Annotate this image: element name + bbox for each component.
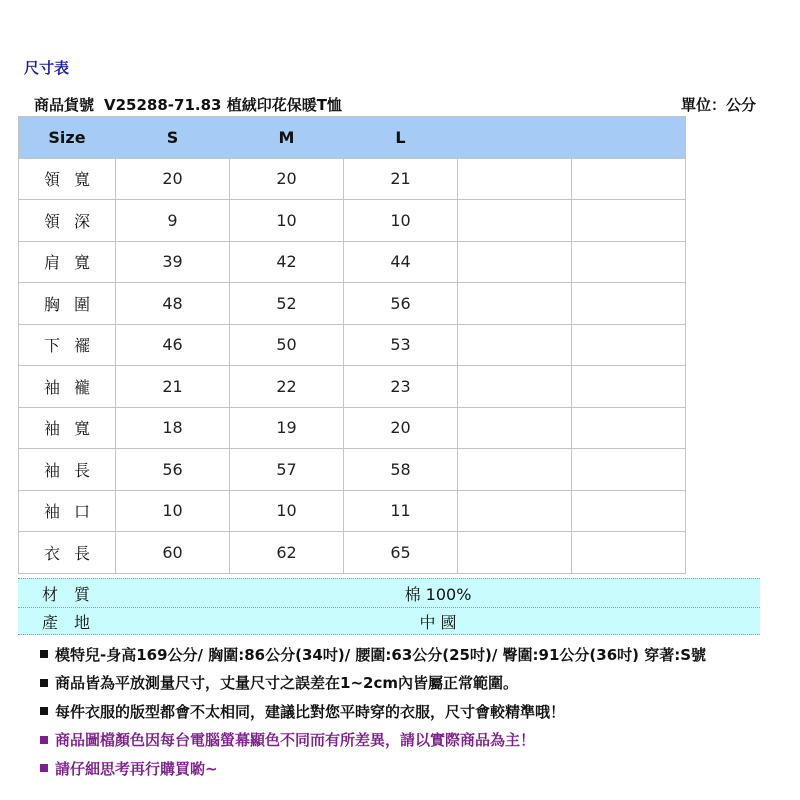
header-cell-m: M	[230, 117, 344, 159]
note-item	[40, 669, 780, 698]
square-bullet-icon	[40, 736, 48, 744]
table-cell	[572, 407, 686, 449]
row-label: 袖寬	[19, 407, 116, 449]
table-cell	[458, 241, 572, 283]
table-cell: 9	[116, 200, 230, 242]
table-cell: 20	[116, 158, 230, 200]
table-cell	[458, 449, 572, 491]
table-cell: 21	[116, 366, 230, 408]
table-cell: 62	[230, 532, 344, 574]
table-cell: 65	[344, 532, 458, 574]
table-cell: 56	[116, 449, 230, 491]
row-label: 袖長	[19, 449, 116, 491]
table-cell: 56	[344, 283, 458, 325]
table-cell	[572, 366, 686, 408]
table-row	[19, 449, 686, 491]
table-cell: 42	[230, 241, 344, 283]
table-cell	[458, 366, 572, 408]
product-info	[34, 94, 342, 115]
note-item	[40, 697, 780, 726]
table-cell	[572, 158, 686, 200]
note-text: 商品皆為平放測量尺寸，丈量尺寸之誤差在1~2cm內皆屬正常範圍。	[55, 674, 518, 693]
material-label: 材質	[42, 584, 107, 604]
table-cell: 23	[344, 366, 458, 408]
table-cell: 48	[116, 283, 230, 325]
square-bullet-icon	[40, 764, 48, 772]
table-cell: 39	[116, 241, 230, 283]
table-cell: 11	[344, 490, 458, 532]
row-label: 領寬	[19, 158, 116, 200]
table-cell: 53	[344, 324, 458, 366]
row-label: 肩寬	[19, 241, 116, 283]
table-cell	[572, 283, 686, 325]
square-bullet-icon	[40, 650, 48, 658]
note-text: 商品圖檔顏色因每台電腦螢幕顯色不同而有所差異，請以實際商品為主！	[55, 731, 536, 750]
table-cell: 44	[344, 241, 458, 283]
header-cell-empty	[572, 117, 686, 159]
table-row	[19, 283, 686, 325]
table-cell: 21	[344, 158, 458, 200]
origin-value: 中 國	[419, 613, 457, 632]
table-row	[19, 532, 686, 574]
material-row	[18, 579, 760, 607]
table-row	[19, 324, 686, 366]
origin-label: 產地	[42, 613, 107, 632]
size-table	[18, 116, 686, 574]
table-cell: 22	[230, 366, 344, 408]
note-item	[40, 726, 780, 755]
table-cell: 58	[344, 449, 458, 491]
table-cell: 18	[116, 407, 230, 449]
note-item	[40, 640, 780, 669]
table-header-row	[19, 117, 686, 159]
row-label: 下襬	[19, 324, 116, 366]
material-value: 棉 100%	[404, 584, 472, 604]
material-block	[18, 578, 760, 635]
table-cell	[458, 324, 572, 366]
square-bullet-icon	[40, 707, 48, 715]
table-cell	[572, 241, 686, 283]
table-row	[19, 490, 686, 532]
table-cell	[572, 532, 686, 574]
table-cell: 10	[344, 200, 458, 242]
table-cell	[572, 324, 686, 366]
table-cell: 60	[116, 532, 230, 574]
table-cell	[572, 200, 686, 242]
table-cell: 57	[230, 449, 344, 491]
table-cell	[458, 407, 572, 449]
table-cell: 10	[230, 490, 344, 532]
notes-list	[40, 640, 780, 783]
note-text: 每件衣服的版型都會不太相同，建議比對您平時穿的衣服，尺寸會較精準哦！	[55, 702, 566, 721]
table-cell: 10	[116, 490, 230, 532]
product-label: 商品貨號	[34, 96, 95, 114]
table-cell	[458, 158, 572, 200]
row-label: 領深	[19, 200, 116, 242]
table-cell: 20	[230, 158, 344, 200]
note-item	[40, 754, 780, 783]
table-cell	[458, 532, 572, 574]
square-bullet-icon	[40, 679, 48, 687]
table-row	[19, 366, 686, 408]
row-label: 衣長	[19, 532, 116, 574]
note-text: 模特兒-身高169公分/ 胸圍:86公分(34吋)/ 腰圍:63公分(25吋)/ 臀圍:91公分(36吋) 穿著:S號	[55, 645, 707, 664]
header-cell-empty	[458, 117, 572, 159]
origin-row	[18, 607, 760, 635]
table-cell: 20	[344, 407, 458, 449]
unit-label: 單位：公分	[680, 96, 756, 114]
table-row	[19, 241, 686, 283]
table-cell	[572, 449, 686, 491]
table-cell	[458, 283, 572, 325]
header-cell-s: S	[116, 117, 230, 159]
row-label: 袖襱	[19, 366, 116, 408]
table-row	[19, 200, 686, 242]
table-row	[19, 407, 686, 449]
header-cell-size: Size	[19, 117, 116, 159]
table-cell: 19	[230, 407, 344, 449]
table-cell: 10	[230, 200, 344, 242]
table-cell	[572, 490, 686, 532]
product-code: V25288-71.83 植絨印花保暖T恤	[104, 96, 342, 114]
row-label: 胸圍	[19, 283, 116, 325]
header-cell-l: L	[344, 117, 458, 159]
table-cell: 50	[230, 324, 344, 366]
table-cell	[458, 200, 572, 242]
row-label: 袖口	[19, 490, 116, 532]
table-cell: 46	[116, 324, 230, 366]
page-title: 尺寸表	[24, 59, 70, 77]
table-cell	[458, 490, 572, 532]
note-text: 請仔細思考再行購買喲~	[55, 759, 218, 778]
table-cell: 52	[230, 283, 344, 325]
table-row	[19, 158, 686, 200]
